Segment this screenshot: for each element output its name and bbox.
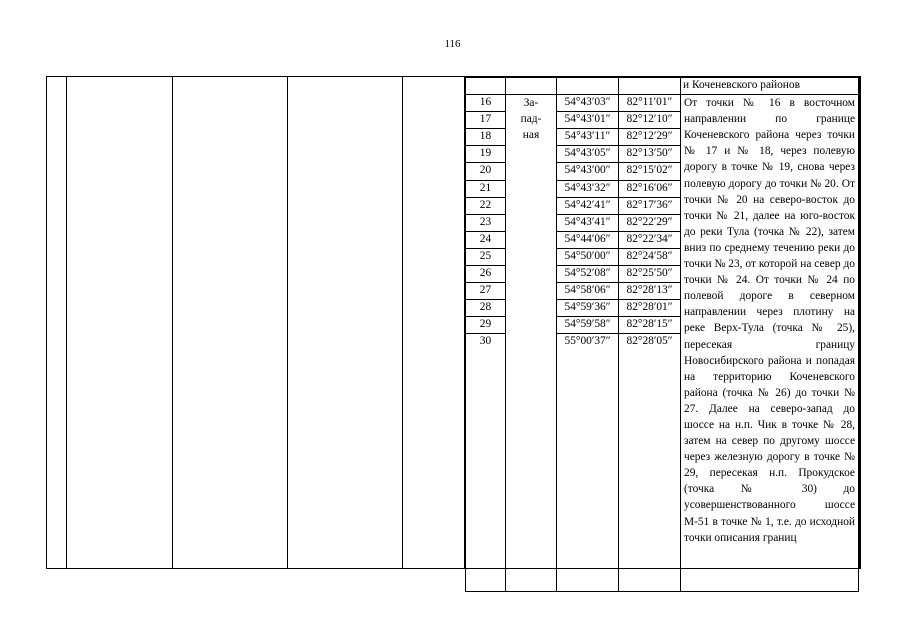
side-label: пад- (520, 113, 542, 126)
latitude-cell: 54°50′00″ (557, 248, 619, 265)
point-number: 17 (466, 112, 506, 129)
latitude-cell: 54°42′41″ (557, 197, 619, 214)
point-number: 24 (466, 231, 506, 248)
point-number: 19 (466, 146, 506, 163)
latitude-cell: 54°43′03″ (557, 95, 619, 112)
point-number: 18 (466, 129, 506, 146)
point-number: 20 (466, 163, 506, 180)
point-number: 22 (466, 197, 506, 214)
column-divider (172, 76, 173, 569)
table-row (466, 95, 859, 112)
latitude-cell: 54°59′36″ (557, 300, 619, 317)
longitude-cell: 82°15′02″ (619, 163, 681, 180)
longitude-cell: 82°17′36″ (619, 197, 681, 214)
point-number: 30 (466, 334, 506, 592)
longitude-cell: 82°24′58″ (619, 248, 681, 265)
longitude-cell: 82°22′29″ (619, 214, 681, 231)
longitude-cell: 82°28′01″ (619, 300, 681, 317)
column-divider (66, 76, 67, 569)
longitude-cell: 82°13′50″ (619, 146, 681, 163)
page-number: 116 (444, 38, 461, 50)
point-number: 25 (466, 248, 506, 265)
latitude-cell: 54°43′01″ (557, 112, 619, 129)
longitude-cell: 82°16′06″ (619, 180, 681, 197)
latitude-cell: 54°43′11″ (557, 129, 619, 146)
point-number: 16 (466, 95, 506, 112)
empty-cell (619, 78, 681, 95)
boundary-points-table (465, 77, 859, 592)
point-number: 27 (466, 283, 506, 300)
longitude-cell: 82°25′50″ (619, 266, 681, 283)
longitude-cell: 82°28′13″ (619, 283, 681, 300)
empty-cell (506, 78, 557, 95)
column-divider (402, 76, 403, 569)
point-number: 21 (466, 180, 506, 197)
point-number: 23 (466, 214, 506, 231)
point-number: 29 (466, 317, 506, 334)
latitude-cell: 54°59′58″ (557, 317, 619, 334)
point-number: 28 (466, 300, 506, 317)
latitude-cell: 55°00′37″ (557, 334, 619, 592)
longitude-cell: 82°12′10″ (619, 112, 681, 129)
latitude-cell: 54°44′06″ (557, 231, 619, 248)
side-label: За- (523, 97, 539, 110)
boundary-description: От точки № 16 в восточном направлении по границе Коченевского района через точки № 17 и № 18, через полевую дорогу в точке № 19, снова через полевую дорогу до точки № 20. От точки № 20 на северо-восток до точки № 21, далее на юго-восток до реки Тула (точка № 22), затем вниз по среднему течению реки до точки № 23, от которой на север до точки № 24. От точки № 24 по полевой дороге в северном направлении через плотину на реке Верх-Тула (точка № 25), пересекая границу Новосибирского района и попадая на территорию Коченевского района (точка № 26) до точки № 27. Далее на северо-запад до шоссе на н.п. Чик в точке № 28, затем на север по другому шоссе через железную дорогу в точке № 29, пересекая н.п. Прокудское (точка № 30) до усовершенствованного шоссе М-51 в точке № 1, т.е. до исходной точки описания границ (681, 95, 859, 592)
column-divider (287, 76, 288, 569)
longitude-cell: 82°28′15″ (619, 317, 681, 334)
latitude-cell: 54°58′06″ (557, 283, 619, 300)
latitude-cell: 54°43′00″ (557, 163, 619, 180)
longitude-cell: 82°12′29″ (619, 129, 681, 146)
table-row (466, 78, 859, 95)
longitude-cell: 82°28′05″ (619, 334, 681, 592)
latitude-cell: 54°43′32″ (557, 180, 619, 197)
latitude-cell: 54°43′05″ (557, 146, 619, 163)
empty-cell (557, 78, 619, 95)
column-divider (46, 76, 47, 569)
side-label: ная (522, 129, 540, 142)
column-divider (859, 76, 861, 569)
empty-cell (466, 78, 506, 95)
latitude-cell: 54°52′08″ (557, 266, 619, 283)
side-of-boundary (506, 95, 557, 592)
longitude-cell: 82°11′01″ (619, 95, 681, 112)
description-continuation: и Коченевского районов (681, 78, 859, 95)
point-number: 26 (466, 266, 506, 283)
latitude-cell: 54°43′41″ (557, 214, 619, 231)
longitude-cell: 82°22′34″ (619, 231, 681, 248)
